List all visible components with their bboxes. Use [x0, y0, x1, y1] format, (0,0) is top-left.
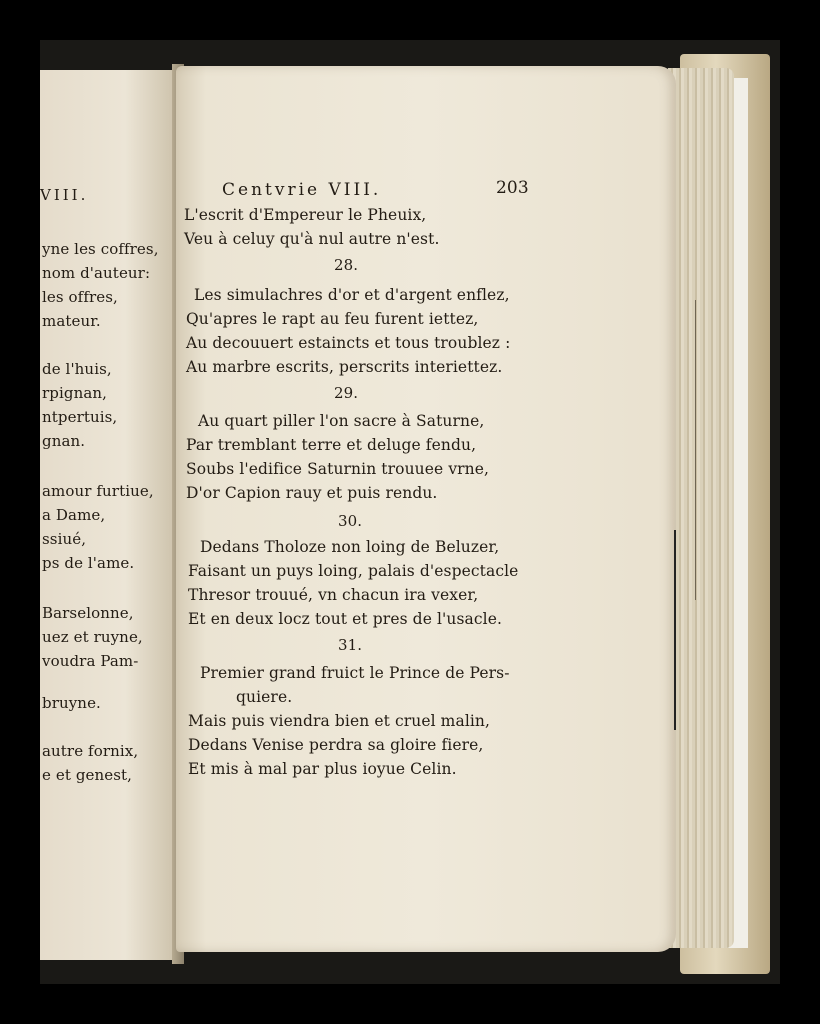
left-line: ssiué, — [42, 530, 87, 548]
page-edges — [668, 68, 734, 948]
left-line: bruyne. — [42, 694, 101, 712]
verse-line: Premier grand fruict le Prince de Pers- — [200, 664, 510, 682]
left-line: nom d'auteur: — [42, 264, 151, 282]
verse-line: Dedans Tholoze non loing de Beluzer, — [200, 538, 500, 556]
left-page-header: VIII. — [40, 186, 89, 204]
left-line: de l'huis, — [42, 360, 112, 378]
verse-line: Qu'apres le rapt au feu furent iettez, — [186, 310, 479, 328]
left-line: amour furtiue, — [42, 482, 154, 500]
left-line: yne les coffres, — [42, 240, 159, 258]
quatrain-number: 29. — [334, 384, 359, 402]
left-line: les offres, — [42, 288, 118, 306]
verse-line: Soubs l'edifice Saturnin trouuee vrne, — [186, 460, 490, 478]
left-line: gnan. — [42, 432, 86, 450]
left-line: Barselonne, — [42, 604, 134, 622]
left-line: autre fornix, — [42, 742, 139, 760]
verse-line: quiere. — [236, 688, 293, 706]
quatrain-number: 30. — [338, 512, 363, 530]
verse-line: Veu à celuy qu'à nul autre n'est. — [184, 230, 440, 248]
verse-line: Faisant un puys loing, palais d'espectacle — [188, 562, 519, 580]
quatrain-number: 28. — [334, 256, 359, 274]
left-page — [40, 70, 182, 960]
left-line: e et genest, — [42, 766, 133, 784]
left-line: ps de l'ame. — [42, 554, 135, 572]
left-line: uez et ruyne, — [42, 628, 143, 646]
verse-line: L'escrit d'Empereur le Pheuix, — [184, 206, 427, 224]
page-edge-line — [695, 300, 696, 600]
book-photo — [40, 40, 780, 984]
verse-line: Par tremblant terre et deluge fendu, — [186, 436, 477, 454]
verse-line: Thresor trouué, vn chacun ira vexer, — [188, 586, 479, 604]
right-page — [176, 66, 676, 952]
verse-line: Mais puis viendra bien et cruel malin, — [188, 712, 491, 730]
verse-line: Au decouuert estaincts et tous troublez : — [186, 334, 511, 352]
verse-line: Dedans Venise perdra sa gloire fiere, — [188, 736, 484, 754]
page-edge-line — [674, 530, 676, 730]
page-number: 203 — [496, 178, 529, 198]
left-line: mateur. — [42, 312, 101, 330]
left-line: a Dame, — [42, 506, 106, 524]
left-line: ntpertuis, — [42, 408, 118, 426]
left-line: rpignan, — [42, 384, 108, 402]
running-head: Centvrie VIII. — [222, 180, 382, 200]
verse-line: Et mis à mal par plus ioyue Celin. — [188, 760, 457, 778]
verse-line: Et en deux locz tout et pres de l'usacle. — [188, 610, 503, 628]
verse-line: Les simulachres d'or et d'argent enflez, — [194, 286, 510, 304]
quatrain-number: 31. — [338, 636, 363, 654]
left-line: voudra Pam- — [42, 652, 139, 670]
verse-line: Au marbre escrits, perscrits interiettez. — [186, 358, 503, 376]
verse-line: Au quart piller l'on sacre à Saturne, — [198, 412, 485, 430]
verse-line: D'or Capion rauy et puis rendu. — [186, 484, 438, 502]
